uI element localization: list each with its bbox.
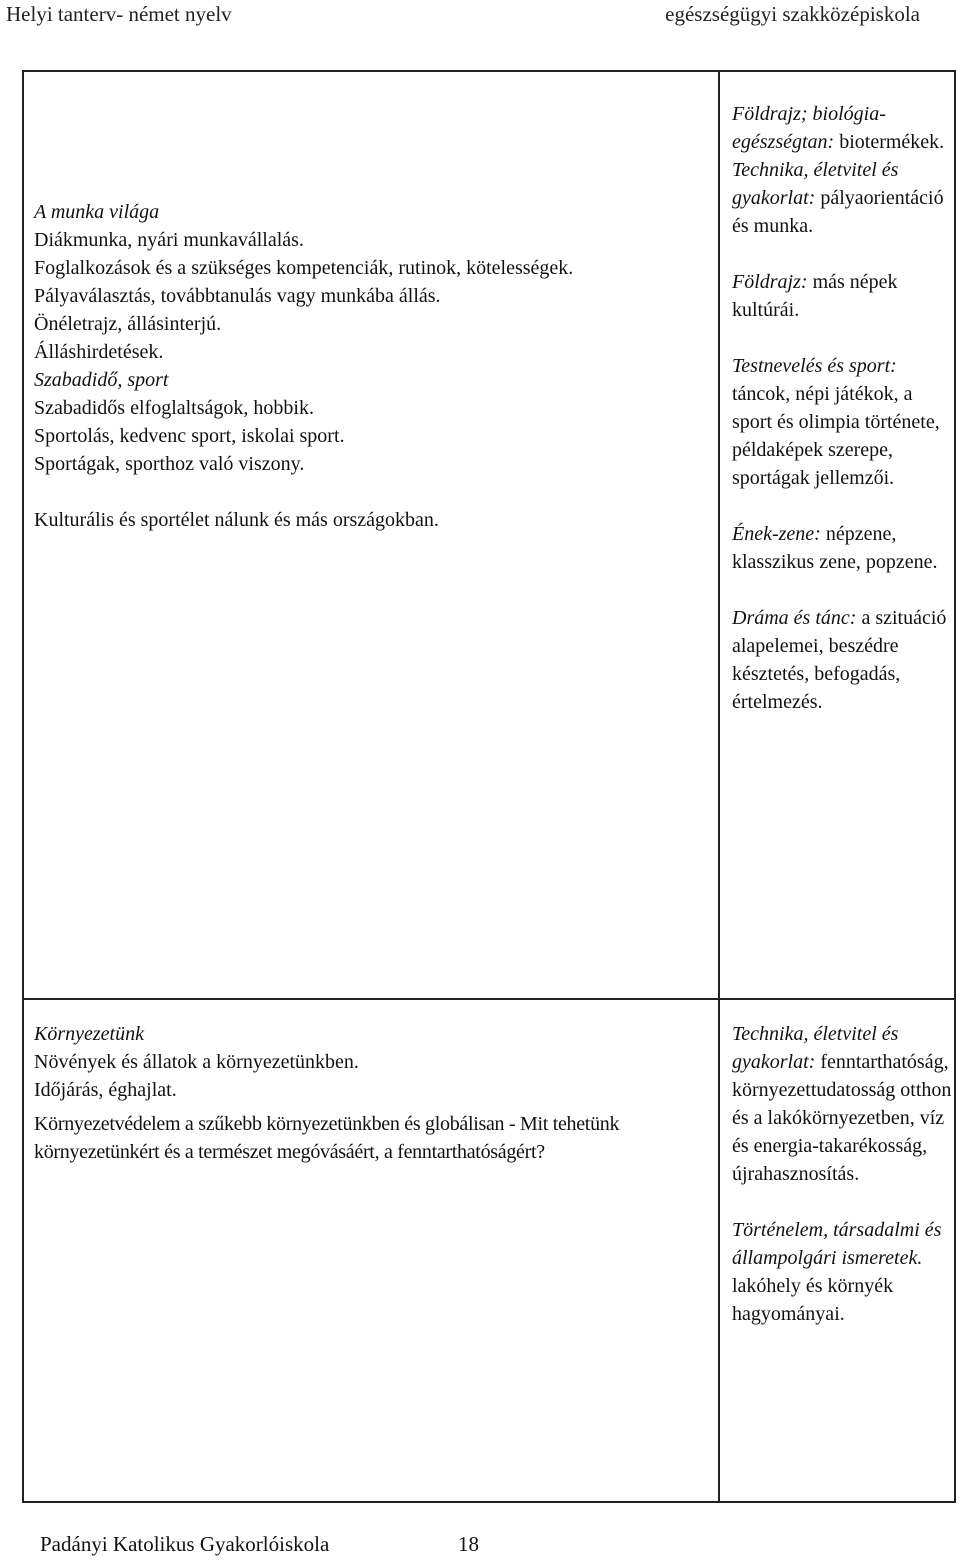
row2-connections-cell	[732, 1020, 952, 1328]
connection-subject: Dráma és tánc:	[732, 607, 857, 629]
connection-subject: Földrajz:	[732, 271, 808, 293]
connection-subject: Technika, életvitel és gyakorlat:	[732, 159, 899, 209]
topic-line: Önéletrajz, állásinterjú.	[34, 313, 222, 335]
connection-paragraph	[732, 156, 952, 240]
header-right-title: egészségügyi szakközépiskola	[665, 2, 920, 26]
row2-topics-cell	[34, 1020, 694, 1166]
connection-text: a szituáció alapelemei, beszédre késztetés, befogadás, értelmezés.	[732, 607, 947, 713]
connection-subject: Történelem, társadalmi és állampolgári ismeretek.	[732, 1219, 942, 1269]
connection-paragraph	[732, 1020, 952, 1188]
topic-line: Sportolás, kedvenc sport, iskolai sport.	[34, 425, 345, 447]
topic-line: Kulturális és sportélet nálunk és más országokban.	[34, 509, 439, 531]
topic-line: Növények és állatok a környezetünkben.	[34, 1051, 359, 1073]
topic-line: Álláshirdetések.	[34, 341, 164, 363]
topic-line: Pályaválasztás, továbbtanulás vagy munkába állás.	[34, 285, 441, 307]
topic-line: Diákmunka, nyári munkavállalás.	[34, 229, 304, 251]
topic-line: Foglalkozások és a szükséges kompetenciák, rutinok, kötelességek.	[34, 257, 574, 279]
connection-text: táncok, népi játékok, a sport és olimpia története, példaképek szerepe, sportágak jellemzői.	[732, 383, 940, 489]
column-divider	[718, 70, 720, 1503]
connection-paragraph	[732, 604, 952, 716]
topic-heading: Környezetünk	[34, 1023, 144, 1045]
connection-text: lakóhely és környék hagyományai.	[732, 1275, 894, 1325]
topic-heading: A munka világa	[34, 201, 160, 223]
connection-subject: Testnevelés és sport:	[732, 355, 897, 377]
connection-subject: Földrajz; biológia-egészségtan:	[732, 103, 886, 153]
row1-connections-cell	[732, 100, 952, 716]
connection-text: biotermékek.	[839, 131, 945, 153]
table-border-right	[954, 70, 956, 1503]
connection-text: pályaorientáció és munka.	[732, 187, 944, 237]
connection-paragraph	[732, 520, 952, 576]
connection-text: más népek kultúrái.	[732, 271, 898, 321]
topic-heading: Szabadidő, sport	[34, 369, 169, 391]
connection-text: fenntarthatóság, környezettudatosság otthon és a lakókörnyezetben, víz és energia-takarékosság, újrahasznosítás.	[732, 1051, 952, 1185]
table-border-top	[22, 70, 956, 72]
row1-topics-cell	[34, 198, 694, 534]
topic-line: Időjárás, éghajlat.	[34, 1079, 177, 1101]
topic-paragraph: Környezetvédelem a szűkebb környezetünkben és globálisan - Mit tehetünk környezetünkért és a természet megóvásáért, a fenntarthatóságért?	[34, 1113, 620, 1163]
topic-line: Sportágak, sporthoz való viszony.	[34, 453, 305, 475]
header-left-title: Helyi tanterv- német nyelv	[6, 2, 232, 26]
row-divider	[22, 998, 956, 1000]
connection-text: népzene, klasszikus zene, popzene.	[732, 523, 938, 573]
connection-paragraph	[732, 268, 952, 324]
connection-paragraph	[732, 100, 952, 156]
topic-line: Szabadidős elfoglaltságok, hobbik.	[34, 397, 314, 419]
connection-paragraph	[732, 352, 952, 492]
page-number: 18	[458, 1532, 479, 1556]
connection-subject: Technika, életvitel és gyakorlat:	[732, 1023, 899, 1073]
table-border-left	[22, 70, 24, 1503]
connection-subject: Ének-zene:	[732, 523, 821, 545]
table-border-bottom	[22, 1501, 956, 1503]
connection-paragraph	[732, 1216, 952, 1328]
footer-school-name: Padányi Katolikus Gyakorlóiskola	[40, 1532, 330, 1556]
